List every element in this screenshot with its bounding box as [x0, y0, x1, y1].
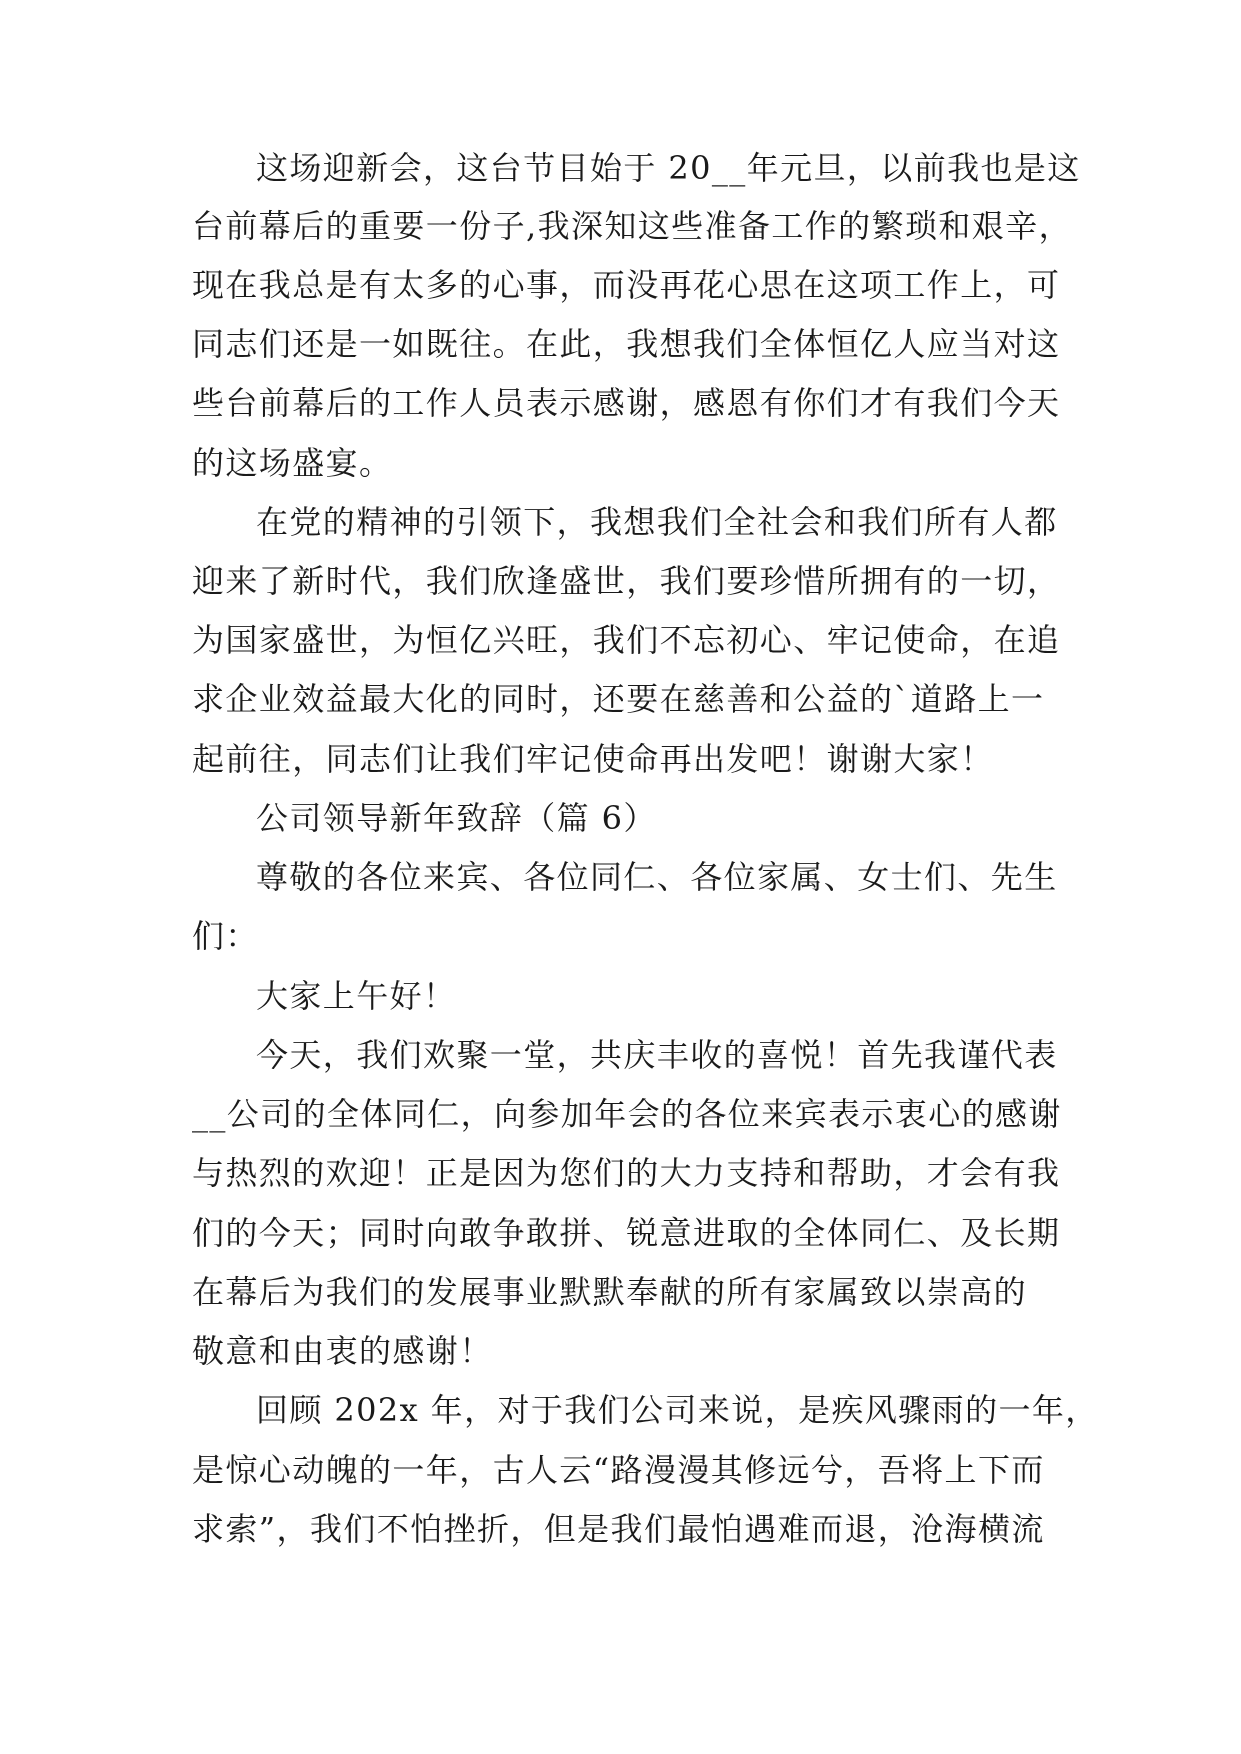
text-line: 尊敬的各位来宾、各位同仁、各位家属、女士们、先生	[256, 858, 1058, 896]
text-line: 与热烈的欢迎！正是因为您们的大力支持和帮助，才会有我	[192, 1154, 1061, 1192]
text-line: 同志们还是一如既往。在此，我想我们全体恒亿人应当对这	[192, 325, 1061, 363]
text-line: 求企业效益最大化的同时，还要在慈善和公益的`道路上一	[192, 680, 1045, 718]
text-line: 迎来了新时代，我们欣逢盛世，我们要珍惜所拥有的一切，	[192, 562, 1061, 600]
text-line: 是惊心动魄的一年，古人云“路漫漫其修远兮，吾将上下而	[192, 1451, 1045, 1489]
text-line: __公司的全体同仁，向参加年会的各位来宾表示衷心的感谢	[192, 1095, 1062, 1133]
text-line: 们的今天；同时向敢争敢拼、锐意进取的全体同仁、及长期	[192, 1214, 1061, 1252]
text-line: 这场迎新会，这台节目始于 20__年元旦，以前我也是这	[256, 149, 1081, 187]
text-line: 回顾 202x 年，对于我们公司来说，是疾风骤雨的一年，	[256, 1391, 1099, 1429]
text-line: 在幕后为我们的发展事业默默奉献的所有家属致以崇高的	[192, 1273, 1028, 1311]
text-line: 今天，我们欢聚一堂，共庆丰收的喜悦！首先我谨代表	[256, 1036, 1058, 1074]
section-heading: 公司领导新年致辞（篇 6）	[256, 799, 657, 837]
text-line: 敬意和由衷的感谢！	[192, 1332, 493, 1370]
text-line: 现在我总是有太多的心事，而没再花心思在这项工作上，可	[192, 266, 1061, 304]
text-line: 些台前幕后的工作人员表示感谢，感恩有你们才有我们今天	[192, 384, 1061, 422]
text-line: 们：	[192, 917, 259, 955]
text-line: 起前往，同志们让我们牢记使命再出发吧！谢谢大家！	[192, 740, 994, 778]
text-line: 台前幕后的重要一份子,我深知这些准备工作的繁琐和艰辛，	[192, 207, 1072, 245]
text-line: 求索”，我们不怕挫折，但是我们最怕遇难而退，沧海横流	[192, 1510, 1045, 1548]
text-line: 为国家盛世，为恒亿兴旺，我们不忘初心、牢记使命，在追	[192, 621, 1061, 659]
text-line: 大家上午好！	[256, 977, 457, 1015]
text-line: 的这场盛宴。	[192, 444, 393, 482]
text-line: 在党的精神的引领下，我想我们全社会和我们所有人都	[256, 503, 1058, 541]
